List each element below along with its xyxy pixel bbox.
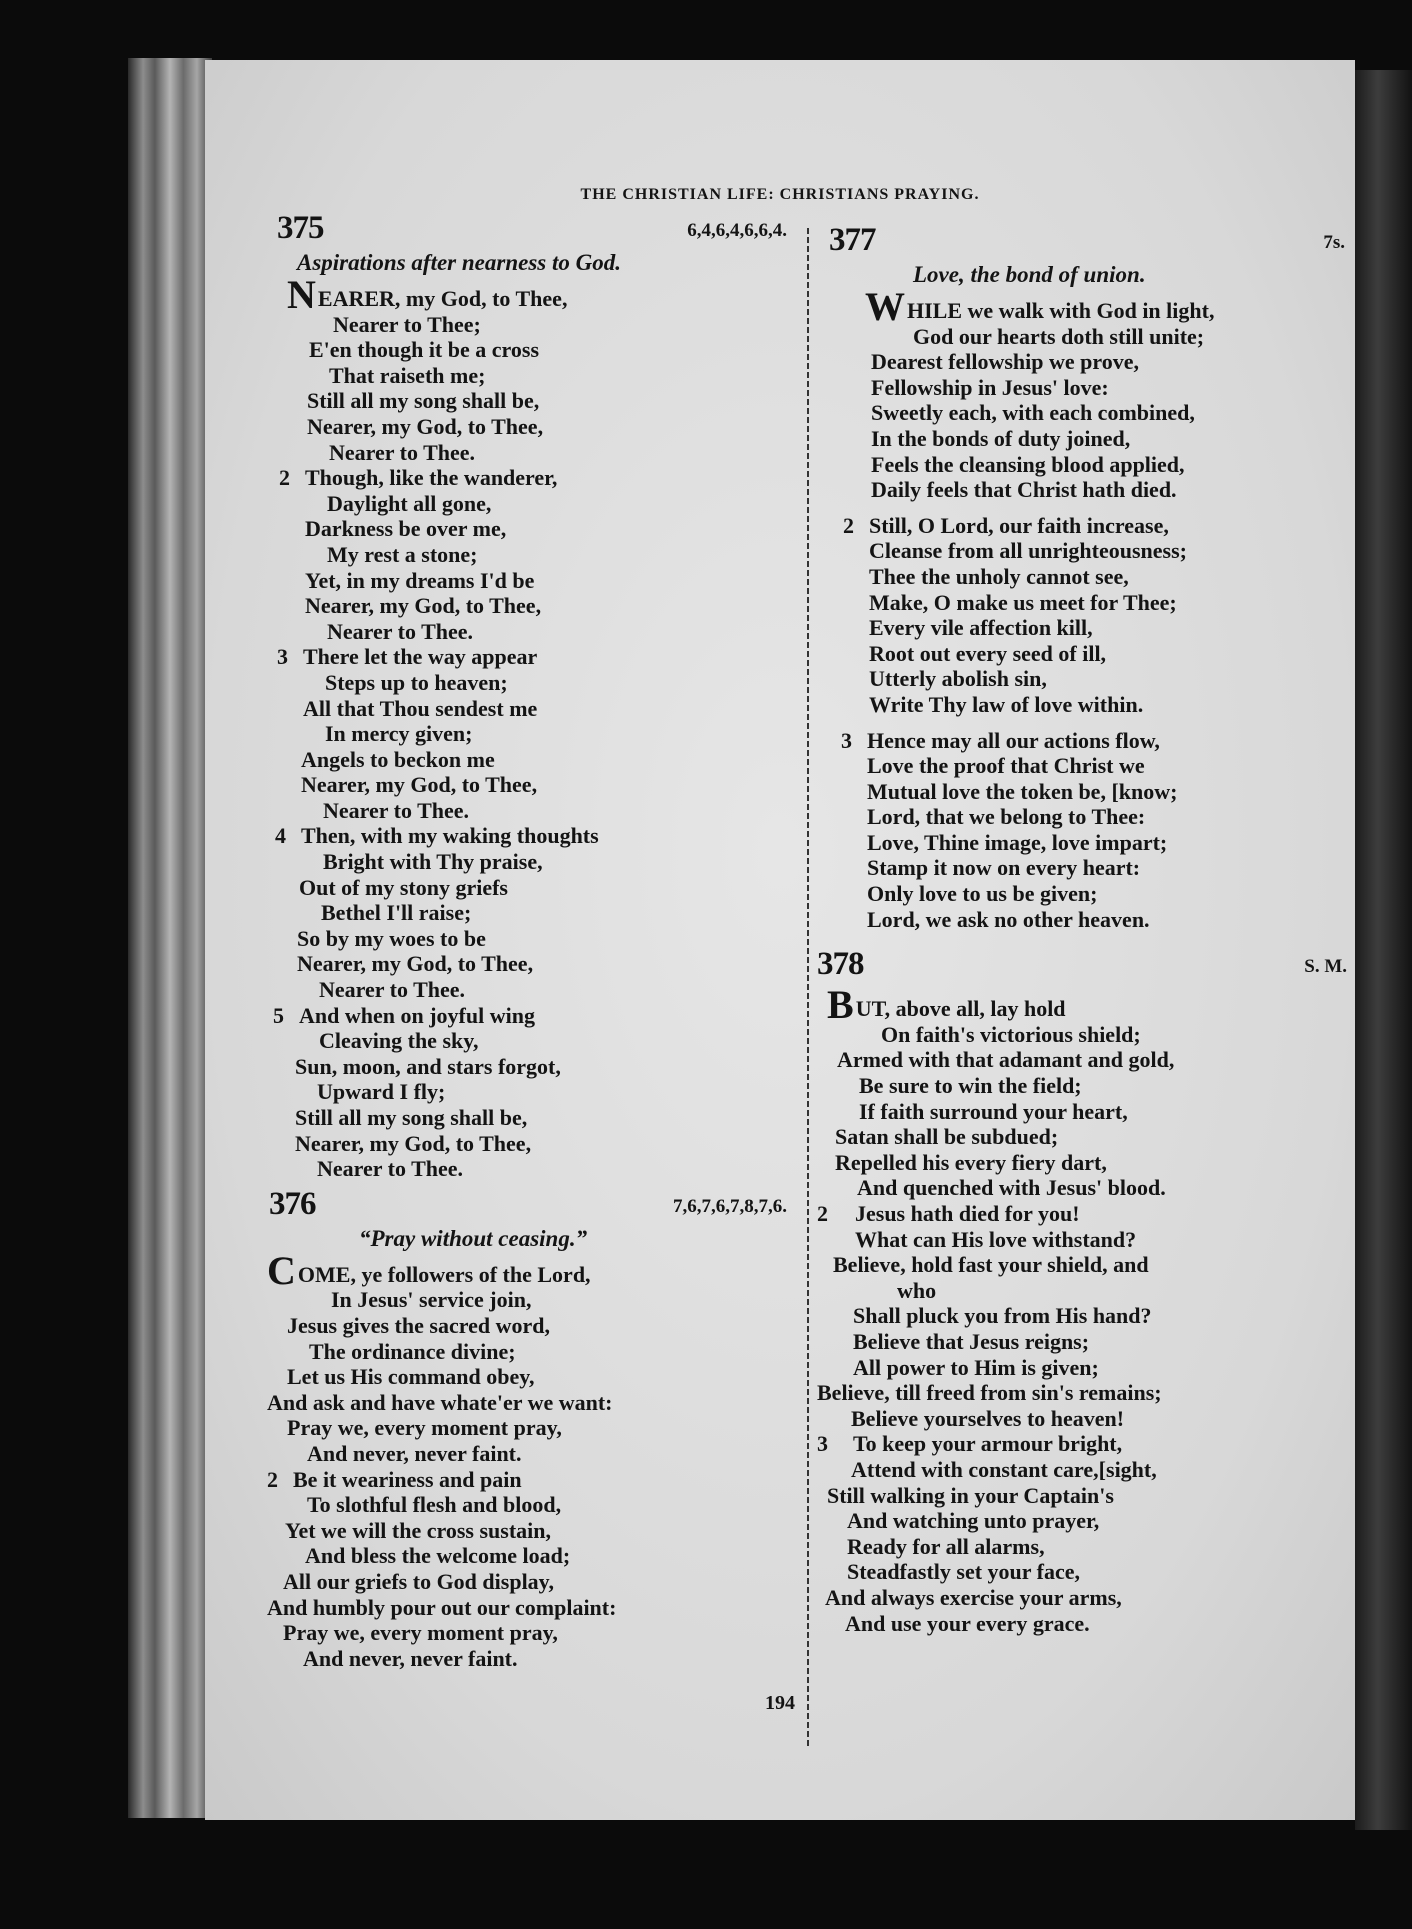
hymn-line: Bright with Thy praise, bbox=[323, 849, 543, 875]
hymn-line: Upward I fly; bbox=[317, 1079, 446, 1105]
hymn-line: Yet, in my dreams I'd be bbox=[305, 567, 535, 593]
hymn-line: Believe yourselves to heaven! bbox=[851, 1405, 1125, 1431]
hymn-line: HILE we walk with God in light, bbox=[907, 298, 1215, 323]
hymn-line: Still all my song shall be, bbox=[295, 1105, 528, 1130]
hymn-line: Be sure to win the field; bbox=[859, 1073, 1082, 1099]
hymn-number: 375 bbox=[277, 210, 324, 246]
hymn-line: If faith surround your heart, bbox=[859, 1098, 1128, 1124]
hymn-line: Be it weariness and pain bbox=[293, 1466, 522, 1492]
running-head: THE CHRISTIAN LIFE: CHRISTIANS PRAYING. bbox=[580, 186, 980, 203]
hymn-line: Mutual love the token be, [know; bbox=[867, 778, 1178, 804]
hymn-line: Nearer, my God, to Thee, bbox=[305, 593, 542, 619]
hymn-line: Nearer to Thee. bbox=[329, 439, 476, 465]
hymn-line: Love the proof that Christ we bbox=[867, 753, 1145, 779]
hymn-line: OME, ye followers of the Lord, bbox=[297, 1261, 591, 1287]
verse-number: 2 bbox=[843, 512, 854, 538]
hymn-line: Pray we, every moment pray, bbox=[287, 1415, 562, 1441]
hymn-line: What can His love withstand? bbox=[855, 1226, 1137, 1252]
hymn-line: Nearer, my God, to Thee, bbox=[295, 1130, 532, 1156]
verse-number: 3 bbox=[817, 1431, 828, 1457]
book-page bbox=[205, 60, 1355, 1820]
hymn-meter: 7s. bbox=[1323, 232, 1345, 253]
hymn-line: The ordinance divine; bbox=[309, 1338, 516, 1364]
hymn-line: Love, Thine image, love impart; bbox=[867, 829, 1168, 855]
hymn-line: Angels to beckon me bbox=[301, 746, 495, 772]
hymn-line: Bethel I'll raise; bbox=[321, 900, 472, 926]
hymn-line: Still all my song shall be, bbox=[307, 388, 540, 414]
hymn-line: Only love to us be given; bbox=[867, 881, 1098, 907]
book-spine bbox=[128, 58, 212, 1818]
verse-number: 3 bbox=[277, 644, 288, 670]
hymn-line: On faith's victorious shield; bbox=[881, 1021, 1141, 1047]
hymn-line: And ask and have whate'er we want: bbox=[267, 1389, 613, 1415]
hymn-line: Nearer to Thee. bbox=[319, 977, 466, 1003]
hymn-number: 377 bbox=[829, 222, 876, 258]
hymn-line: Steps up to heaven; bbox=[325, 669, 508, 695]
verse-number: 2 bbox=[279, 465, 290, 491]
verse-number: 2 bbox=[817, 1201, 828, 1226]
hymn-375 bbox=[267, 210, 787, 1182]
hymn-line: And bless the welcome load; bbox=[305, 1543, 571, 1569]
hymn-title: Aspirations after nearness to God. bbox=[297, 250, 621, 275]
hymn-line: Armed with that adamant and gold, bbox=[837, 1047, 1175, 1073]
hymn-number: 378 bbox=[817, 946, 864, 983]
hymn-line: In mercy given; bbox=[325, 721, 473, 747]
hymn-line: Though, like the wanderer, bbox=[305, 465, 558, 491]
hymn-line: Still walking in your Captain's bbox=[827, 1482, 1114, 1508]
hymn-line: And always exercise your arms, bbox=[825, 1584, 1122, 1610]
hymn-title: “Pray without ceasing.” bbox=[359, 1225, 588, 1251]
page-edge bbox=[1355, 70, 1412, 1830]
hymn-line: Believe that Jesus reigns; bbox=[853, 1328, 1090, 1354]
hymn-meter: 7,6,7,6,7,8,7,6. bbox=[673, 1195, 787, 1217]
hymn-line: Dearest fellowship we prove, bbox=[871, 349, 1140, 375]
page-number: 194 bbox=[765, 1692, 795, 1714]
hymn-line: Feels the cleansing blood applied, bbox=[871, 451, 1185, 477]
hymn-line: And when on joyful wing bbox=[299, 1002, 535, 1028]
hymn-line: Cleaving the sky, bbox=[319, 1028, 479, 1054]
hymn-line: Stamp it now on every heart: bbox=[867, 855, 1141, 881]
hymn-line: Nearer to Thee. bbox=[323, 797, 470, 823]
hymn-line: God our hearts doth still unite; bbox=[913, 323, 1205, 349]
hymn-line: To slothful flesh and blood, bbox=[307, 1492, 562, 1518]
hymn-377 bbox=[817, 222, 1345, 932]
hymn-line: Sweetly each, with each combined, bbox=[871, 400, 1195, 426]
column-divider bbox=[807, 228, 809, 1748]
hymn-line: Let us His command obey, bbox=[287, 1364, 535, 1390]
hymn-line: Satan shall be subdued; bbox=[835, 1124, 1059, 1150]
hymn-line: Jesus gives the sacred word, bbox=[287, 1312, 550, 1338]
hymn-line: Nearer, my God, to Thee, bbox=[301, 772, 538, 798]
hymn-meter: 6,4,6,4,6,6,4. bbox=[687, 220, 787, 241]
hymn-line: Lord, we ask no other heaven. bbox=[867, 906, 1150, 932]
hymn-line: E'en though it be a cross bbox=[309, 337, 540, 363]
hymn-line: All power to Him is given; bbox=[853, 1354, 1099, 1380]
hymn-line: All that Thou sendest me bbox=[303, 695, 538, 721]
drop-cap: B bbox=[827, 982, 854, 1028]
drop-cap: C bbox=[267, 1247, 296, 1293]
hymn-line: Hence may all our actions flow, bbox=[867, 727, 1160, 753]
hymn-line: UT, above all, lay hold bbox=[855, 996, 1066, 1022]
hymn-line: Thee the unholy cannot see, bbox=[869, 563, 1129, 589]
hymn-line: Still, O Lord, our faith increase, bbox=[869, 512, 1169, 538]
hymn-378 bbox=[817, 946, 1347, 1636]
hymn-line: Utterly abolish sin, bbox=[869, 666, 1047, 692]
hymn-line: Believe, till freed from sin's remains; bbox=[817, 1380, 1162, 1406]
hymn-line: Fellowship in Jesus' love: bbox=[871, 374, 1109, 400]
hymn-line: My rest a stone; bbox=[327, 541, 478, 567]
hymn-line: Write Thy law of love within. bbox=[869, 691, 1144, 717]
hymn-line: Then, with my waking thoughts bbox=[301, 823, 599, 849]
hymn-line: To keep your armour bright, bbox=[853, 1431, 1123, 1457]
verse-number: 2 bbox=[267, 1466, 278, 1492]
hymn-line: Daylight all gone, bbox=[327, 490, 492, 516]
hymn-line: Nearer to Thee. bbox=[327, 618, 474, 644]
hymn-line: There let the way appear bbox=[303, 644, 538, 670]
hymn-line: Shall pluck you from His hand? bbox=[853, 1303, 1152, 1329]
hymn-376 bbox=[267, 1186, 787, 1672]
hymn-line: And quenched with Jesus' blood. bbox=[857, 1175, 1166, 1201]
hymn-line: So by my woes to be bbox=[297, 925, 486, 951]
verse-number: 5 bbox=[273, 1002, 284, 1028]
left-column bbox=[267, 210, 787, 1671]
hymn-line: Root out every seed of ill, bbox=[869, 640, 1107, 666]
hymn-meter: S. M. bbox=[1304, 956, 1347, 978]
hymn-line: Ready for all alarms, bbox=[847, 1533, 1045, 1559]
hymn-line: In Jesus' service join, bbox=[331, 1287, 532, 1313]
hymn-line: Attend with constant care,[sight, bbox=[851, 1456, 1157, 1482]
hymn-line: Darkness be over me, bbox=[305, 516, 507, 542]
hymn-line: Nearer to Thee. bbox=[317, 1156, 464, 1182]
hymn-line: And watching unto prayer, bbox=[847, 1508, 1100, 1534]
hymn-line: And use your every grace. bbox=[845, 1610, 1090, 1636]
hymn-line: Jesus hath died for you! bbox=[855, 1201, 1080, 1226]
hymn-line: EARER, my God, to Thee, bbox=[317, 286, 568, 311]
hymn-line: Nearer, my God, to Thee, bbox=[297, 951, 534, 977]
hymn-line: Daily feels that Christ hath died. bbox=[871, 477, 1177, 503]
hymn-line: All our griefs to God display, bbox=[283, 1568, 554, 1594]
hymn-line: Believe, hold fast your shield, and bbox=[833, 1252, 1149, 1278]
hymn-line: Make, O make us meet for Thee; bbox=[869, 589, 1177, 615]
hymn-line: Yet we will the cross sustain, bbox=[285, 1517, 552, 1543]
hymn-line: Nearer to Thee; bbox=[333, 311, 481, 337]
hymn-line: That raiseth me; bbox=[329, 362, 486, 388]
hymn-line: Sun, moon, and stars forgot, bbox=[295, 1053, 561, 1079]
right-column bbox=[817, 222, 1347, 1636]
hymn-line: who bbox=[897, 1277, 937, 1303]
hymn-line: In the bonds of duty joined, bbox=[871, 425, 1131, 451]
verse-number: 3 bbox=[841, 727, 852, 753]
hymn-line: Nearer, my God, to Thee, bbox=[307, 413, 544, 439]
hymn-line: Cleanse from all unrighteousness; bbox=[869, 538, 1187, 564]
hymn-line: And never, never faint. bbox=[307, 1440, 522, 1466]
hymn-title: Love, the bond of union. bbox=[913, 262, 1146, 287]
hymn-line: Every vile affection kill, bbox=[869, 615, 1093, 641]
verse-number: 4 bbox=[275, 823, 286, 849]
hymn-number: 376 bbox=[269, 1185, 316, 1222]
hymn-line: Out of my stony griefs bbox=[299, 874, 508, 900]
hymn-line: And never, never faint. bbox=[303, 1645, 518, 1671]
hymn-line: And humbly pour out our complaint: bbox=[267, 1594, 617, 1620]
hymn-line: Lord, that we belong to Thee: bbox=[867, 804, 1146, 830]
hymn-line: Pray we, every moment pray, bbox=[283, 1620, 558, 1646]
hymn-line: Repelled his every fiery dart, bbox=[835, 1149, 1107, 1175]
hymn-line: Steadfastly set your face, bbox=[847, 1559, 1080, 1585]
drop-cap: W bbox=[865, 284, 905, 329]
drop-cap: N bbox=[287, 272, 316, 317]
